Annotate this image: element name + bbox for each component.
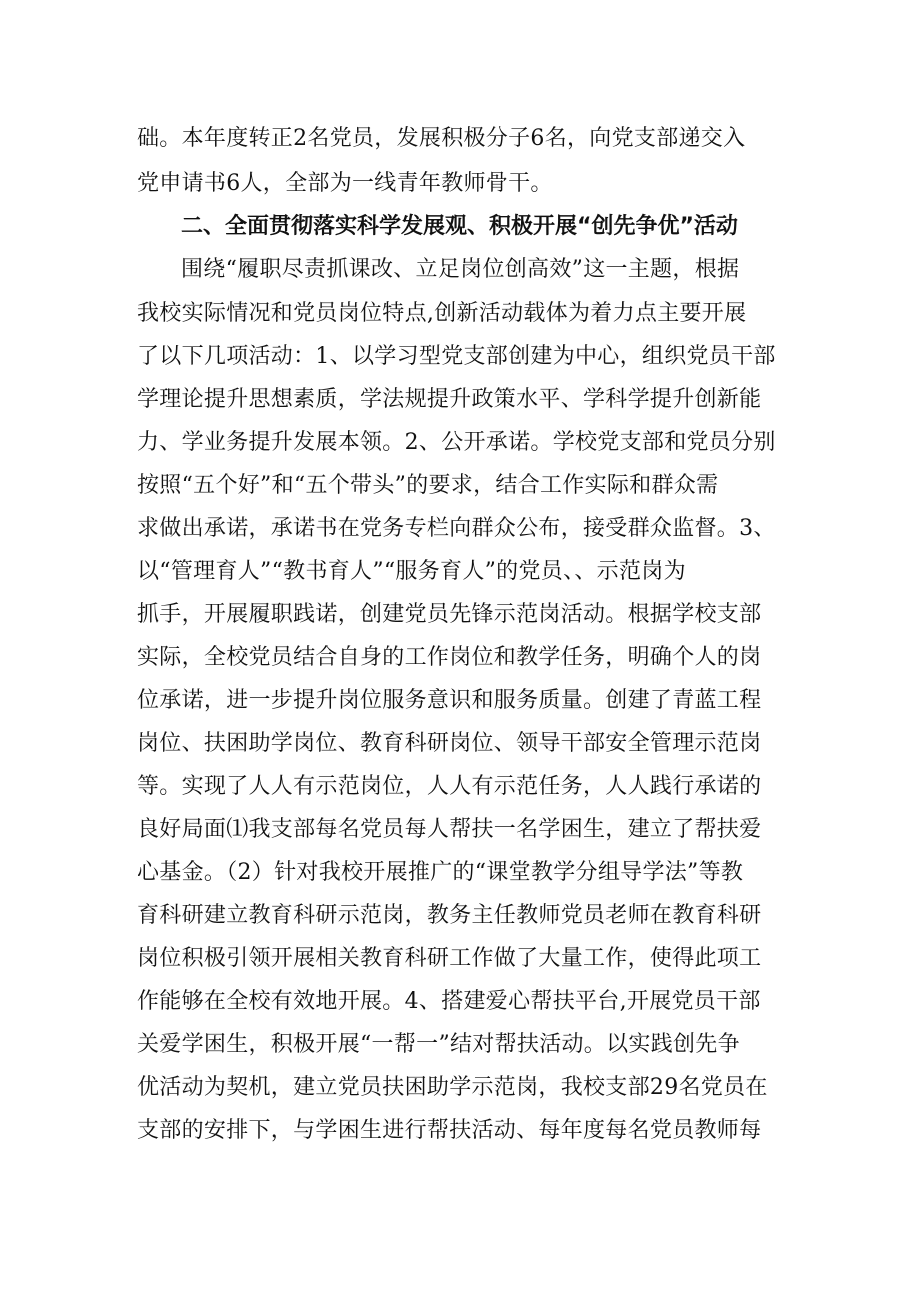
text-line: 等。实现了人人有示范岗位，人人有示范任务，人人践行承诺的 [137, 774, 762, 799]
text-line: 我校实际情况和党员岗位特点,创新活动载体为着力点主要开展 [137, 301, 747, 326]
text-line: 岗位积极引领开展相关教育科研工作做了大量工作，使得此项工 [137, 946, 762, 971]
text-line: 求做出承诺，承诺书在党务专栏向群众公布，接受群众监督。3、 [137, 516, 776, 541]
text-line: 了以下几项活动：1、以学习型党支部创建为中心，组织党员干部 [137, 344, 776, 369]
text-line: 学理论提升思想素质，学法规提升政策水平、学科学提升创新能 [137, 387, 762, 412]
section-heading: 二、全面贯彻落实科学发展观、积极开展“创先争优”活动 [181, 214, 738, 239]
text-line: 作能够在全校有效地开展。4、搭建爱心帮扶平台,开展党员干部 [137, 989, 761, 1014]
text-line: 围绕“履职尽责抓课改、立足岗位创高效”这一主题，根据 [181, 257, 740, 282]
text-line: 岗位、扶困助学岗位、教育科研岗位、领导干部安全管理示范岗 [137, 731, 762, 756]
text-line: 党申请书6人，全部为一线青年教师骨干。 [137, 171, 553, 196]
text-line: 按照“五个好”和“五个带头”的要求，结合工作实际和群众需 [137, 473, 719, 498]
text-line: 心基金。（2）针对我校开展推广的“课堂教学分组导学法”等教 [137, 860, 744, 885]
text-line: 以“管理育人”“教书育人”“服务育人”的党员、、示范岗为 [137, 559, 686, 584]
text-line: 关爱学困生，积极开展“一帮一”结对帮扶活动。以实践创先争 [137, 1032, 740, 1057]
text-line: 良好局面⑴我支部每名党员每人帮扶一名学困生，建立了帮扶爱 [137, 817, 762, 842]
text-line: 优活动为契机，建立党员扶困助学示范岗，我校支部29名党员在 [137, 1075, 768, 1100]
text-line: 实际，全校党员结合自身的工作岗位和教学任务，明确个人的岗 [137, 645, 762, 670]
text-line: 础。本年度转正2名党员，发展积极分子6名，向党支部递交入 [137, 126, 746, 151]
text-line: 支部的安排下，与学困生进行帮扶活动、每年度每名党员教师每 [137, 1118, 762, 1143]
text-line: 力、学业务提升发展本领。2、公开承诺。学校党支部和党员分别 [137, 430, 776, 455]
text-line: 位承诺，进一步提升岗位服务意识和服务质量。创建了青蓝工程 [137, 688, 762, 713]
text-line: 育科研建立教育科研示范岗，教务主任教师党员老师在教育科研 [137, 903, 762, 928]
text-line: 抓手，开展履职践诺，创建党员先锋示范岗活动。根据学校支部 [137, 602, 762, 627]
